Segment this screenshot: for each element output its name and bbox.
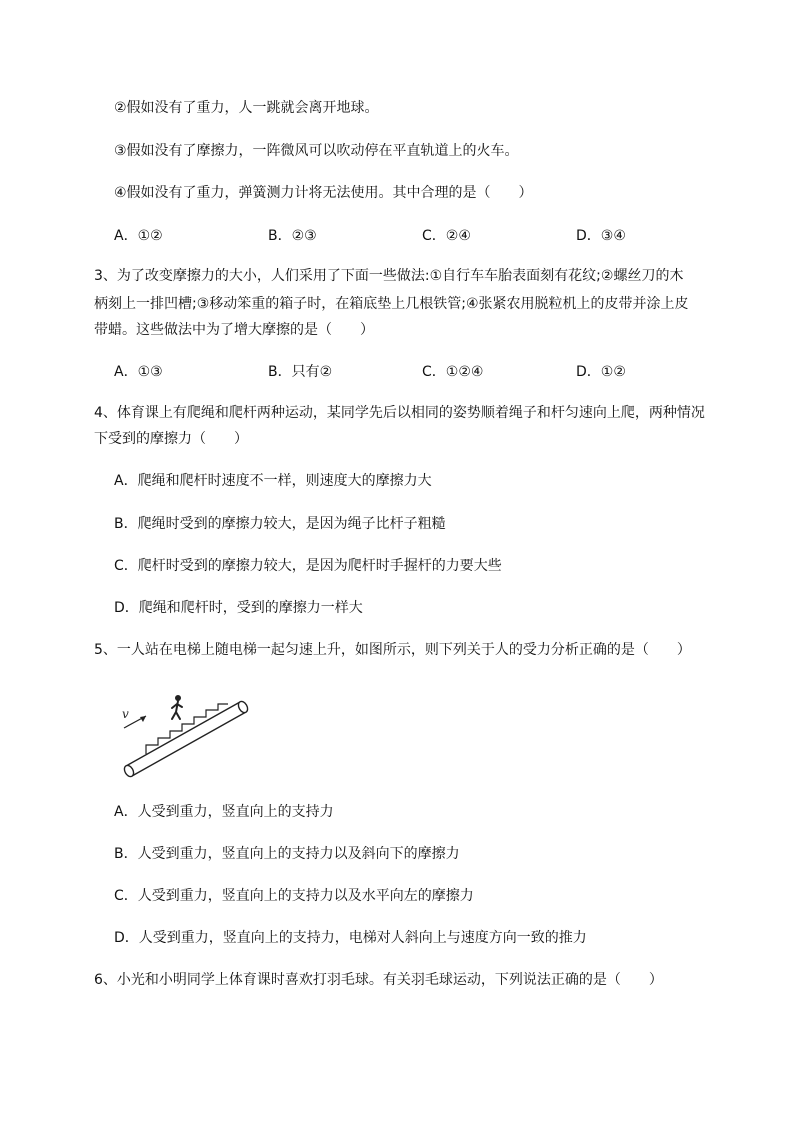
q4-option-a[interactable]: A．爬绳和爬杆时速度不一样，则速度大的摩擦力大 (114, 473, 432, 489)
q3-option-a[interactable]: A．①③ (114, 364, 163, 380)
q4-option-b[interactable]: B．爬绳时受到的摩擦力较大，是因为绳子比杆子粗糙 (114, 516, 446, 532)
q5-stem: 5、一人站在电梯上随电梯一起匀速上升，如图所示，则下列关于人的受力分析正确的是（ ） (94, 642, 691, 658)
q5-option-c[interactable]: C．人受到重力，竖直向上的支持力以及水平向左的摩擦力 (114, 888, 474, 904)
q2-statement-2: ②假如没有了重力，人一跳就会离开地球。 (114, 100, 379, 116)
q5-option-b[interactable]: B．人受到重力，竖直向上的支持力以及斜向下的摩擦力 (114, 846, 460, 862)
q3-option-c[interactable]: C．①②④ (422, 364, 484, 380)
q3-stem-line-2: 柄刻上一排凹槽;③移动笨重的箱子时，在箱底垫上几根铁管;④张紧农用脱粒机上的皮带并涂上皮 (94, 296, 689, 312)
q4-stem-line-2: 下受到的摩擦力（ ） (94, 431, 248, 447)
q4-option-d[interactable]: D．爬绳和爬杆时，受到的摩擦力一样大 (114, 600, 363, 616)
q2-statement-4: ④假如没有了重力，弹簧测力计将无法使用。其中合理的是（ ） (114, 185, 533, 201)
q2-option-c[interactable]: C．②④ (422, 228, 471, 244)
person-icon (172, 695, 182, 719)
q4-option-c[interactable]: C．爬杆时受到的摩擦力较大，是因为爬杆时手握杆的力要大些 (114, 558, 502, 574)
escalator-figure (112, 682, 252, 778)
q3-stem-line-1: 3、为了改变摩擦力的大小，人们采用了下面一些做法:①自行车车胎表面刻有花纹;②螺丝刀的木 (94, 268, 684, 284)
q5-option-d[interactable]: D．人受到重力，竖直向上的支持力，电梯对人斜向上与速度方向一致的推力 (114, 930, 587, 946)
q4-stem-line-1: 4、体育课上有爬绳和爬杆两种运动，某同学先后以相同的姿势顺着绳子和杆匀速向上爬，两种情况 (94, 405, 705, 421)
velocity-label: v (122, 707, 129, 721)
q5-option-a[interactable]: A．人受到重力，竖直向上的支持力 (114, 804, 334, 820)
q3-option-d[interactable]: D．①② (576, 364, 626, 380)
q6-stem: 6、小光和小明同学上体育课时喜欢打羽毛球。有关羽毛球运动，下列说法正确的是（ ） (94, 972, 663, 988)
q2-option-d[interactable]: D．③④ (576, 228, 626, 244)
q3-stem-line-3: 带蜡。这些做法中为了增大摩擦的是（ ） (94, 322, 374, 338)
q2-statement-3: ③假如没有了摩擦力，一阵微风可以吹动停在平直轨道上的火车。 (114, 143, 519, 159)
q2-option-b[interactable]: B．②③ (268, 228, 317, 244)
q3-option-b[interactable]: B．只有② (268, 364, 333, 380)
q2-option-a[interactable]: A．①② (114, 228, 163, 244)
